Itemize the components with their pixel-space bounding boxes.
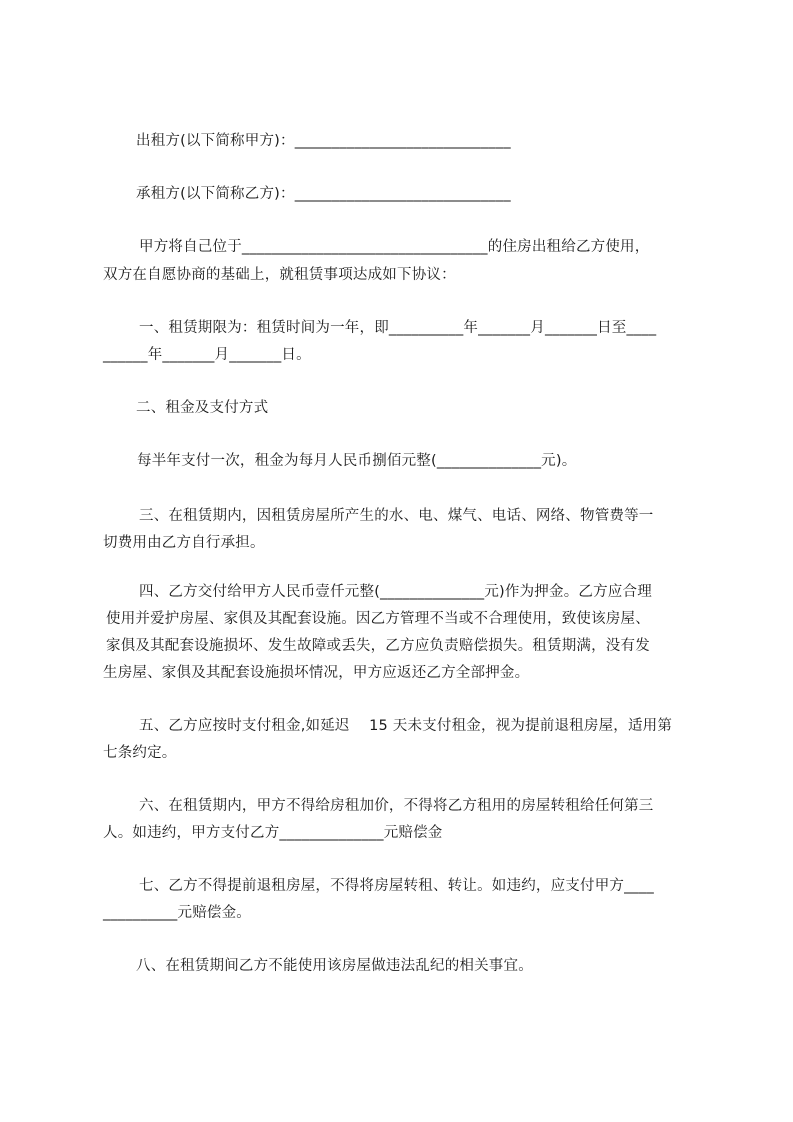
clause-7-line-2: __________元赔偿金。	[103, 905, 251, 921]
lessee-line: 承租方(以下简称乙方)：_____________________________	[136, 186, 511, 202]
clause-3-line-2: 切费用由乙方自行承担。	[103, 535, 265, 551]
clause-6-line-2: 人。如违约，甲方支付乙方______________元赔偿金	[103, 825, 443, 841]
clause-1-line-2: ______年_______月_______日。	[103, 347, 311, 363]
clause-5-line-2: 七条约定。	[103, 745, 177, 761]
lessor-line: 出租方(以下简称甲方)：_____________________________	[136, 133, 511, 149]
clause-3-line-1: 三、在租赁期内，因租赁房屋所产生的水、电、煤气、电话、网络、物管费等一	[139, 508, 654, 524]
clause-5-line-1: 五、乙方应按时支付租金,如延迟 15 天未支付租金，视为提前退租房屋，适用第	[139, 718, 673, 734]
clause-1-line-1: 一、租赁期限为：租赁时间为一年，即__________年_______月_______日至____	[139, 320, 657, 336]
clause-2-body: 每半年支付一次，租金为每月人民币捌佰元整(______________元)。	[137, 453, 577, 469]
clause-2-title: 二、租金及支付方式	[136, 400, 269, 416]
intro-line-1: 甲方将自己位于_________________________________的住房出租给乙方使用，	[139, 239, 650, 255]
clause-4-line-4: 生房屋、家俱及其配套设施损坏情况，甲方应返还乙方全部押金。	[103, 665, 530, 681]
clause-4-line-1: 四、乙方交付给甲方人民币壹仟元整(______________元)作为押金。乙方应合理	[139, 584, 652, 600]
clause-4-line-2: 使用并爱护房屋、家俱及其配套设施。因乙方管理不当或不合理使用，致使该房屋、	[106, 611, 650, 627]
clause-6-line-1: 六、在租赁期内，甲方不得给房租加价，不得将乙方租用的房屋转租给任何第三	[139, 798, 654, 814]
clause-4-line-3: 家俱及其配套设施损坏、发生故障或丢失，乙方应负责赔偿损失。租赁期满，没有发	[106, 638, 650, 654]
clause-8: 八、在租赁期间乙方不能使用该房屋做违法乱纪的相关事宜。	[136, 958, 533, 974]
clause-7-line-1: 七、乙方不得提前退租房屋，不得将房屋转租、转让。如违约，应支付甲方____	[139, 878, 654, 894]
intro-line-2: 双方在自愿协商的基础上，就租赁事项达成如下协议：	[103, 267, 456, 283]
